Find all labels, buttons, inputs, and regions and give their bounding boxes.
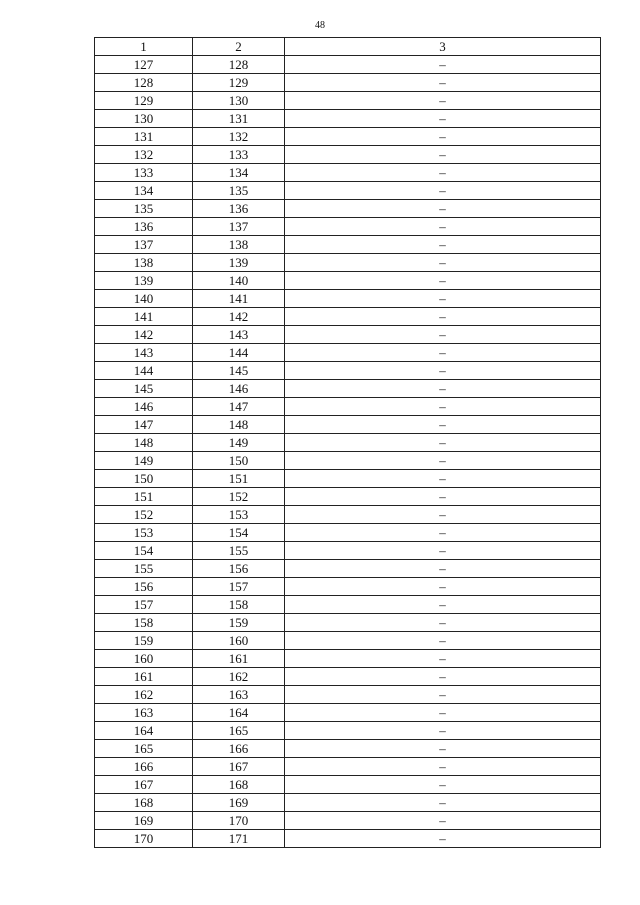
- table-row: [95, 596, 601, 614]
- table-row: [95, 524, 601, 542]
- table-cell-col-1: 151: [95, 488, 193, 506]
- table-cell-col-2: 164: [193, 704, 285, 722]
- table-row: [95, 254, 601, 272]
- table-cell-col-2: 132: [193, 128, 285, 146]
- table-row: [95, 542, 601, 560]
- table-cell-col-2: 151: [193, 470, 285, 488]
- table-row: [95, 506, 601, 524]
- table-cell-col-2: 146: [193, 380, 285, 398]
- table-cell-col-3: –: [285, 56, 601, 74]
- table-cell-col-1: 156: [95, 578, 193, 596]
- table-row: [95, 578, 601, 596]
- table-cell-col-3: –: [285, 218, 601, 236]
- table-row: [95, 704, 601, 722]
- table-cell-col-2: 150: [193, 452, 285, 470]
- table-cell-col-1: 152: [95, 506, 193, 524]
- table-cell-col-3: –: [285, 794, 601, 812]
- table-row: [95, 344, 601, 362]
- table-cell-col-1: 143: [95, 344, 193, 362]
- table-row: [95, 560, 601, 578]
- table-cell-col-2: 156: [193, 560, 285, 578]
- table-cell-col-2: 167: [193, 758, 285, 776]
- table-row: [95, 434, 601, 452]
- table-row: [95, 200, 601, 218]
- page-number: 48: [315, 20, 325, 31]
- table-cell-col-3: –: [285, 452, 601, 470]
- table-row: [95, 74, 601, 92]
- table-cell-col-1: 140: [95, 290, 193, 308]
- table-cell-col-2: 153: [193, 506, 285, 524]
- table-cell-col-3: –: [285, 524, 601, 542]
- table-cell-col-2: 154: [193, 524, 285, 542]
- table-cell-col-3: –: [285, 776, 601, 794]
- table-cell-col-3: –: [285, 830, 601, 848]
- table-cell-col-2: 136: [193, 200, 285, 218]
- table-cell-col-2: 145: [193, 362, 285, 380]
- table-cell-col-1: 134: [95, 182, 193, 200]
- table-cell-col-3: –: [285, 272, 601, 290]
- table-cell-col-3: –: [285, 506, 601, 524]
- table-row: [95, 668, 601, 686]
- table-cell-col-3: –: [285, 812, 601, 830]
- table-cell-col-1: 139: [95, 272, 193, 290]
- table-cell-col-1: 137: [95, 236, 193, 254]
- table-cell-col-3: –: [285, 398, 601, 416]
- table-cell-col-1: 161: [95, 668, 193, 686]
- table-row: [95, 290, 601, 308]
- table-row: [95, 308, 601, 326]
- table-cell-col-1: 129: [95, 92, 193, 110]
- table-cell-col-2: 129: [193, 74, 285, 92]
- table-cell-col-3: –: [285, 722, 601, 740]
- table-row: [95, 722, 601, 740]
- table-row: [95, 488, 601, 506]
- table-cell-col-2: 162: [193, 668, 285, 686]
- table-cell-col-3: –: [285, 128, 601, 146]
- table-cell-col-3: –: [285, 236, 601, 254]
- table-row: [95, 614, 601, 632]
- table-row: [95, 128, 601, 146]
- table-row: [95, 146, 601, 164]
- table-cell-col-1: 150: [95, 470, 193, 488]
- table-cell-col-1: 131: [95, 128, 193, 146]
- table-cell-col-3: –: [285, 254, 601, 272]
- table-cell-col-1: 164: [95, 722, 193, 740]
- table-cell-col-3: –: [285, 362, 601, 380]
- table-cell-col-3: –: [285, 380, 601, 398]
- table-cell-col-2: 161: [193, 650, 285, 668]
- table-cell-col-1: 169: [95, 812, 193, 830]
- table-cell-col-1: 135: [95, 200, 193, 218]
- table-cell-col-2: 149: [193, 434, 285, 452]
- table-cell-col-1: 133: [95, 164, 193, 182]
- table-cell-col-1: 166: [95, 758, 193, 776]
- table-cell-col-2: 152: [193, 488, 285, 506]
- table-cell-col-1: 128: [95, 74, 193, 92]
- table-cell-col-1: 154: [95, 542, 193, 560]
- table-cell-col-3: –: [285, 182, 601, 200]
- table-row: [95, 326, 601, 344]
- table-row: [95, 740, 601, 758]
- table-row: [95, 470, 601, 488]
- table-cell-col-3: –: [285, 704, 601, 722]
- table-cell-col-3: –: [285, 308, 601, 326]
- table-cell-col-3: –: [285, 488, 601, 506]
- table-row: [95, 416, 601, 434]
- table-cell-col-2: 148: [193, 416, 285, 434]
- table-row: [95, 758, 601, 776]
- table-cell-col-1: 127: [95, 56, 193, 74]
- table-cell-col-3: –: [285, 740, 601, 758]
- data-table: [94, 37, 601, 848]
- table-cell-col-1: 165: [95, 740, 193, 758]
- table-cell-col-1: 162: [95, 686, 193, 704]
- table-cell-col-2: 159: [193, 614, 285, 632]
- table-cell-col-3: –: [285, 632, 601, 650]
- table-cell-col-1: 170: [95, 830, 193, 848]
- table-cell-col-3: –: [285, 326, 601, 344]
- table-row: [95, 830, 601, 848]
- table-cell-col-2: 166: [193, 740, 285, 758]
- table-cell-col-2: 133: [193, 146, 285, 164]
- table-cell-col-3: –: [285, 542, 601, 560]
- table-row: [95, 452, 601, 470]
- table-row: [95, 686, 601, 704]
- table-cell-col-1: 147: [95, 416, 193, 434]
- table-row: [95, 56, 601, 74]
- table-cell-col-3: –: [285, 596, 601, 614]
- table-cell-col-2: 147: [193, 398, 285, 416]
- table-cell-col-2: 157: [193, 578, 285, 596]
- table-cell-col-3: –: [285, 200, 601, 218]
- table-cell-col-3: –: [285, 164, 601, 182]
- table-row: [95, 632, 601, 650]
- table-cell-col-1: 142: [95, 326, 193, 344]
- table-cell-col-3: –: [285, 470, 601, 488]
- table-cell-col-1: 160: [95, 650, 193, 668]
- table-cell-col-1: 145: [95, 380, 193, 398]
- table-cell-col-2: 142: [193, 308, 285, 326]
- table-cell-col-1: 146: [95, 398, 193, 416]
- table-cell-col-3: –: [285, 344, 601, 362]
- column-header-3: 3: [285, 38, 601, 56]
- table-cell-col-1: 138: [95, 254, 193, 272]
- table-row: [95, 398, 601, 416]
- table-cell-col-2: 160: [193, 632, 285, 650]
- table-cell-col-2: 158: [193, 596, 285, 614]
- table-cell-col-1: 130: [95, 110, 193, 128]
- table-cell-col-3: –: [285, 614, 601, 632]
- table-cell-col-3: –: [285, 416, 601, 434]
- table-cell-col-1: 158: [95, 614, 193, 632]
- table-cell-col-1: 132: [95, 146, 193, 164]
- table-cell-col-3: –: [285, 668, 601, 686]
- table-cell-col-1: 168: [95, 794, 193, 812]
- table-cell-col-1: 167: [95, 776, 193, 794]
- table-row: [95, 164, 601, 182]
- table-cell-col-1: 163: [95, 704, 193, 722]
- table-row: [95, 218, 601, 236]
- table-cell-col-2: 137: [193, 218, 285, 236]
- table-cell-col-3: –: [285, 110, 601, 128]
- table-row: [95, 812, 601, 830]
- table-cell-col-2: 144: [193, 344, 285, 362]
- table-row: [95, 650, 601, 668]
- table-body: [95, 56, 601, 848]
- table-cell-col-1: 159: [95, 632, 193, 650]
- table-cell-col-3: –: [285, 758, 601, 776]
- table-cell-col-3: –: [285, 686, 601, 704]
- table-cell-col-2: 169: [193, 794, 285, 812]
- table-cell-col-2: 135: [193, 182, 285, 200]
- table-row: [95, 110, 601, 128]
- table-cell-col-2: 131: [193, 110, 285, 128]
- table-cell-col-2: 130: [193, 92, 285, 110]
- table-cell-col-1: 157: [95, 596, 193, 614]
- table-cell-col-2: 141: [193, 290, 285, 308]
- table-cell-col-2: 155: [193, 542, 285, 560]
- table-cell-col-2: 171: [193, 830, 285, 848]
- table-row: [95, 92, 601, 110]
- table-cell-col-3: –: [285, 290, 601, 308]
- table-cell-col-2: 143: [193, 326, 285, 344]
- table-row: [95, 182, 601, 200]
- table-cell-col-1: 144: [95, 362, 193, 380]
- table-cell-col-3: –: [285, 434, 601, 452]
- table-row: [95, 362, 601, 380]
- table-cell-col-2: 163: [193, 686, 285, 704]
- table-cell-col-2: 139: [193, 254, 285, 272]
- table-cell-col-2: 128: [193, 56, 285, 74]
- table-cell-col-3: –: [285, 560, 601, 578]
- table-row: [95, 776, 601, 794]
- column-header-2: 2: [193, 38, 285, 56]
- table-header-row: [95, 38, 601, 56]
- table-cell-col-2: 165: [193, 722, 285, 740]
- table-cell-col-1: 148: [95, 434, 193, 452]
- table-cell-col-1: 141: [95, 308, 193, 326]
- table-cell-col-3: –: [285, 578, 601, 596]
- table-cell-col-3: –: [285, 74, 601, 92]
- table-row: [95, 236, 601, 254]
- table-cell-col-2: 168: [193, 776, 285, 794]
- table-cell-col-1: 155: [95, 560, 193, 578]
- column-header-1: 1: [95, 38, 193, 56]
- table-cell-col-1: 136: [95, 218, 193, 236]
- table-cell-col-3: –: [285, 650, 601, 668]
- table-cell-col-3: –: [285, 146, 601, 164]
- table-cell-col-1: 153: [95, 524, 193, 542]
- table-row: [95, 380, 601, 398]
- table-cell-col-2: 138: [193, 236, 285, 254]
- table-row: [95, 272, 601, 290]
- table-cell-col-1: 149: [95, 452, 193, 470]
- table-cell-col-2: 134: [193, 164, 285, 182]
- table-cell-col-2: 140: [193, 272, 285, 290]
- table-cell-col-3: –: [285, 92, 601, 110]
- table-row: [95, 794, 601, 812]
- table-cell-col-2: 170: [193, 812, 285, 830]
